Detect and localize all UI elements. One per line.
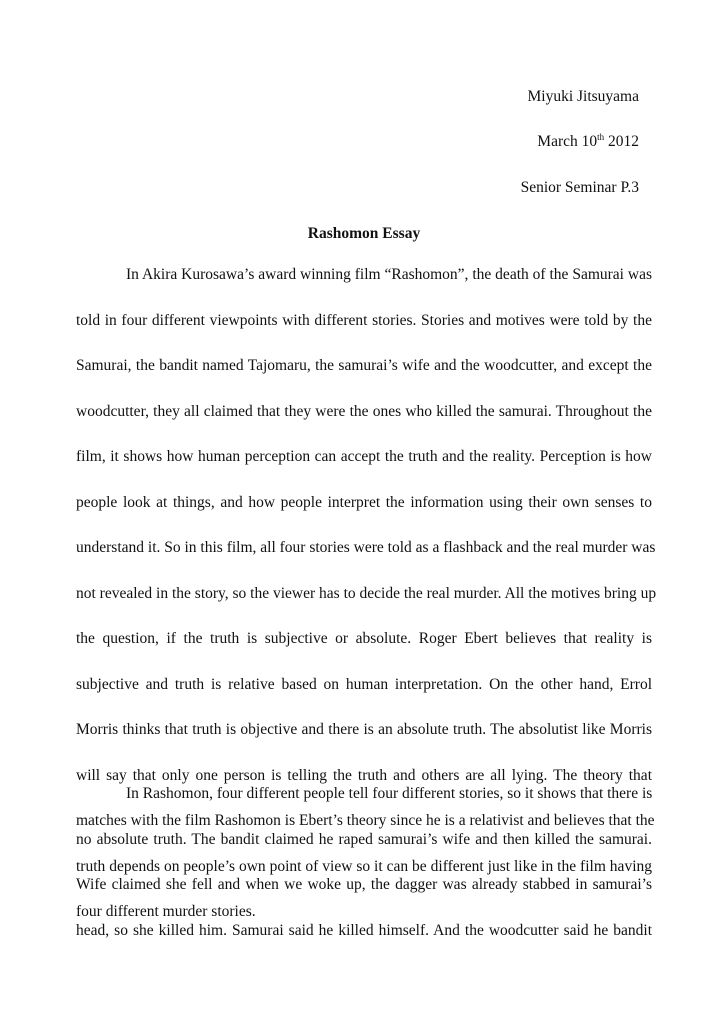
paragraph-line: four different murder stories.	[76, 903, 256, 920]
essay-title: Rashomon Essay	[307, 225, 421, 242]
paragraph-line: matches with the film Rashomon is Ebert’s theory since he is a relativist and believes that the	[76, 812, 655, 829]
paragraph-line: film, it shows how human perception can accept the truth and the reality. Perception is how	[76, 448, 652, 465]
paragraph-line: Samurai, the bandit named Tajomaru, the samurai’s wife and the woodcutter, and except the	[76, 357, 652, 374]
date-ordinal-suffix: th	[597, 131, 605, 142]
class-name: Senior Seminar P.3	[520, 179, 639, 196]
paragraph-line: truth depends on people’s own point of view so it can be different just like in the film having	[76, 857, 652, 875]
paragraph-line: people look at things, and how people interpret the information using their own senses to	[76, 493, 652, 511]
paragraph-line: woodcutter, they all claimed that they were the ones who killed the samurai. Throughout the	[76, 402, 652, 420]
paragraph-line: head, so she killed him. Samurai said he killed himself. And the woodcutter said he bandit	[76, 921, 652, 939]
paragraph-line: subjective and truth is relative based on human interpretation. On the other hand, Errol	[76, 675, 652, 693]
paragraph-line: In Rashomon, four different people tell four different stories, so it shows that there is	[126, 785, 653, 802]
author-name: Miyuki Jitsuyama	[527, 88, 639, 105]
paragraph-line: In Akira Kurosawa’s award winning film “Rashomon”, the death of the Samurai was	[126, 266, 652, 283]
paragraph-line: Wife claimed she fell and when we woke up, the dagger was already stabbed in samurai’s	[76, 876, 652, 893]
paragraph-2	[76, 785, 655, 967]
paragraph-line: told in four different viewpoints with different stories. Stories and motives were told by the	[76, 311, 652, 329]
paragraph-line: Morris thinks that truth is objective and there is an absolute truth. The absolutist like Morris	[76, 721, 652, 738]
date-month-day: March 10	[537, 133, 598, 150]
paragraph-line: will say that only one person is telling the truth and others are all lying. The theory that	[76, 766, 652, 784]
essay-date	[537, 133, 639, 151]
date-year: 2012	[604, 133, 639, 150]
paragraph-line: the question, if the truth is subjective or absolute. Roger Ebert believes that reality is	[76, 630, 652, 647]
paragraph-line: not revealed in the story, so the viewer has to decide the real murder. All the motives bring up	[76, 584, 657, 602]
paragraph-line: no absolute truth. The bandit claimed he raped samurai’s wife and then killed the samurai.	[76, 830, 652, 848]
paragraph-line: understand it. So in this film, all four stories were told as a flashback and the real murder was	[76, 539, 656, 556]
